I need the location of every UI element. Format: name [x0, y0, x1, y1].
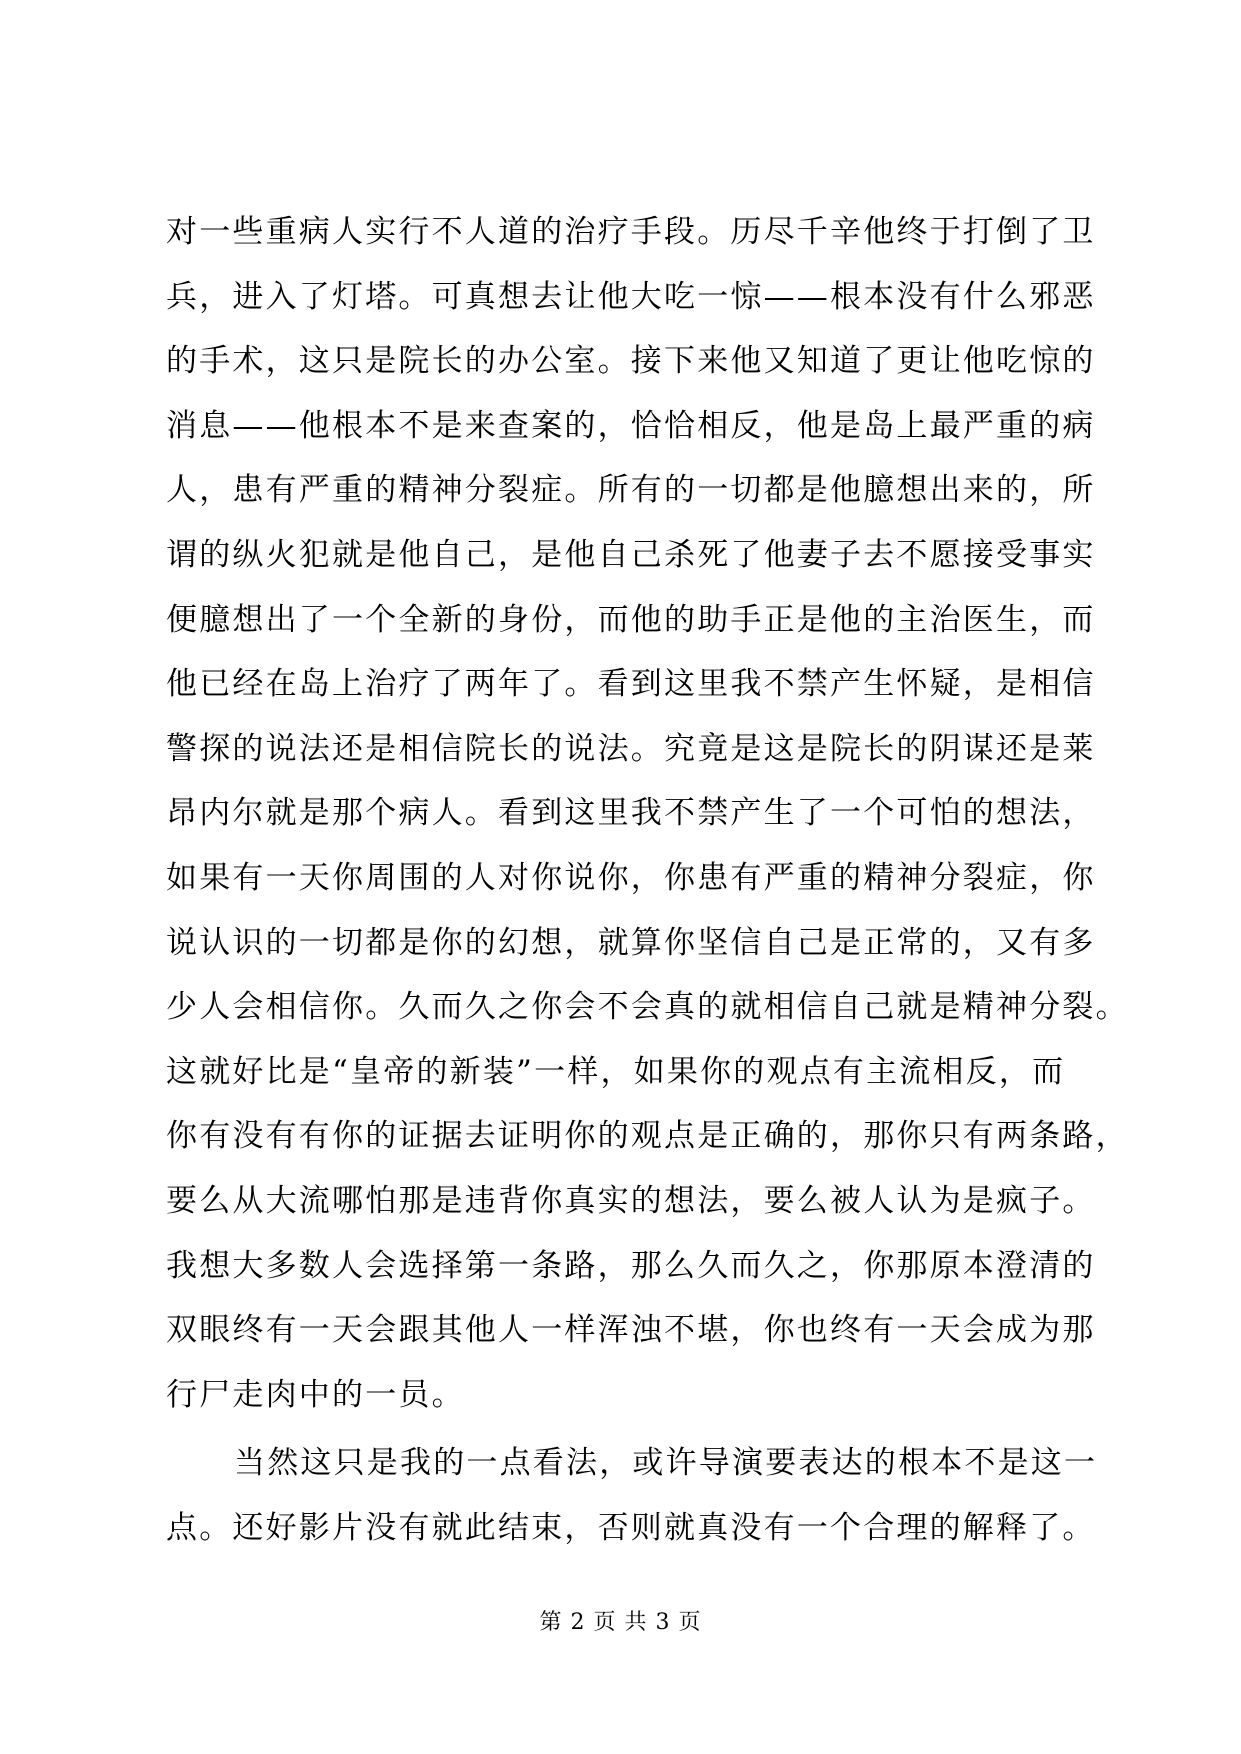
text-line: 兵，进入了灯塔。可真想去让他大吃一惊——根本没有什么邪恶	[166, 278, 1096, 315]
text-line: 当然这只是我的一点看法，或许导演要表达的根本不是这一	[234, 1445, 1098, 1482]
page-number-footer: 第 2 页 共 3 页	[539, 1610, 702, 1635]
text-line: 如果有一天你周围的人对你说你，你患有严重的精神分裂症，你	[166, 859, 1096, 896]
text-line: 这就好比是“皇帝的新装”一样，如果你的观点有主流相反，而	[166, 1053, 1066, 1090]
text-line: 行尸走肉中的一员。	[166, 1376, 465, 1413]
text-line: 消息——他根本不是来查案的，恰恰相反，他是岛上最严重的病	[166, 407, 1096, 444]
text-line: 少人会相信你。久而久之你会不会真的就相信自己就是精神分裂。	[166, 989, 1129, 1026]
text-line: 人，患有严重的精神分裂症。所有的一切都是他臆想出来的，所	[166, 472, 1096, 509]
text-line: 昂内尔就是那个病人。看到这里我不禁产生了一个可怕的想法，	[166, 795, 1096, 832]
text-line: 对一些重病人实行不人道的治疗手段。历尽千辛他终于打倒了卫	[166, 214, 1096, 250]
text-line: 你有没有有你的证据去证明你的观点是正确的，那你只有两条路，	[166, 1118, 1129, 1155]
text-line: 警探的说法还是相信院长的说法。究竟是这是院长的阴谋还是莱	[166, 730, 1096, 767]
text-line: 我想大多数人会选择第一条路，那么久而久之，你那原本澄清的	[166, 1247, 1096, 1284]
text-line: 的手术，这只是院长的办公室。接下来他又知道了更让他吃惊的	[166, 343, 1096, 380]
paragraph-1	[166, 200, 1129, 1427]
text-line: 双眼终有一天会跟其他人一样浑浊不堪，你也终有一天会成为那	[166, 1312, 1096, 1349]
text-line: 谓的纵火犯就是他自己，是他自己杀死了他妻子去不愿接受事实	[166, 536, 1096, 573]
text-line: 要么从大流哪怕那是违背你真实的想法，要么被人认为是疯子。	[166, 1182, 1096, 1219]
document-body	[166, 200, 1129, 1560]
text-line: 点。还好影片没有就此结束，否则就真没有一个合理的解释了。	[166, 1509, 1096, 1546]
text-line: 便臆想出了一个全新的身份，而他的助手正是他的主治医生，而	[166, 601, 1096, 638]
text-line: 说认识的一切都是你的幻想，就算你坚信自己是正常的，又有多	[166, 924, 1096, 961]
paragraph-2	[166, 1431, 1098, 1560]
text-line: 他已经在岛上治疗了两年了。看到这里我不禁产生怀疑，是相信	[166, 666, 1096, 703]
